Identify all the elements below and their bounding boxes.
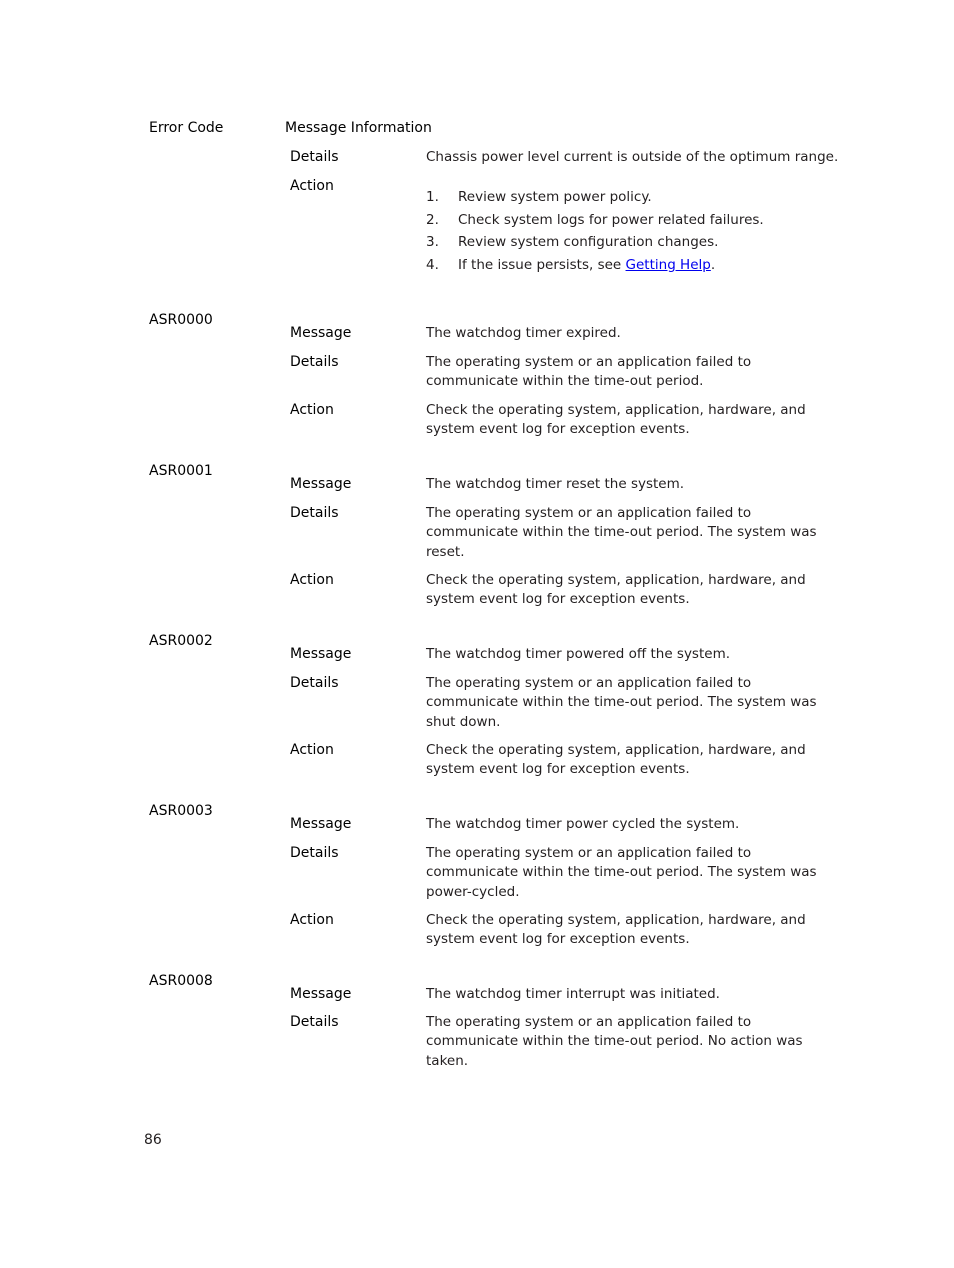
action-steps-list	[426, 188, 846, 279]
action-text: Check the operating system, application, hardware, and system event log for exception events.	[426, 742, 806, 778]
step-text: Check system logs for power related failures.	[458, 211, 764, 228]
step-text: Review system configuration changes.	[458, 234, 719, 251]
action-step	[426, 188, 846, 211]
step-number: 3.	[426, 234, 439, 251]
message-text: The watchdog timer reset the system.	[426, 476, 685, 492]
action-text: Check the operating system, application, hardware, and system event log for exception events.	[426, 912, 806, 948]
getting-help-link[interactable]: Getting Help	[625, 257, 711, 274]
step-text: Review system power policy.	[458, 189, 652, 205]
details-label: Details	[290, 149, 339, 165]
page-number: 86	[144, 1132, 162, 1148]
step-text	[458, 256, 715, 275]
error-code: ASR0002	[149, 633, 213, 649]
details-label: Details	[290, 845, 339, 861]
error-code: ASR0001	[149, 463, 213, 479]
details-label: Details	[290, 505, 339, 521]
details-label: Details	[290, 1014, 339, 1030]
message-label: Message	[290, 986, 352, 1002]
details-text: The operating system or an application failed to communicate within the time-out period. The system was reset.	[426, 505, 817, 560]
column-header-message-information: Message Information	[285, 120, 432, 136]
action-label: Action	[290, 912, 334, 928]
message-label: Message	[290, 325, 352, 341]
message-label: Message	[290, 816, 352, 832]
step-text-suffix: .	[710, 257, 716, 274]
column-header-error-code: Error Code	[149, 120, 224, 136]
details-text: The operating system or an application failed to communicate within the time-out period. The system was power-cycled.	[426, 845, 817, 900]
details-label: Details	[290, 675, 339, 691]
message-text: The watchdog timer powered off the system.	[426, 646, 731, 662]
details-text: Chassis power level current is outside of the optimum range.	[426, 149, 839, 165]
message-label: Message	[290, 646, 352, 662]
error-code: ASR0003	[149, 803, 213, 819]
message-text: The watchdog timer interrupt was initiated.	[426, 986, 720, 1002]
message-label: Message	[290, 476, 352, 492]
details-text: The operating system or an application failed to communicate within the time-out period. No action was taken.	[426, 1014, 803, 1069]
action-step	[426, 233, 846, 256]
message-text: The watchdog timer expired.	[426, 325, 621, 341]
error-code: ASR0000	[149, 312, 213, 328]
step-text-prefix: If the issue persists, see	[458, 257, 626, 274]
action-text: Check the operating system, application, hardware, and system event log for exception events.	[426, 572, 806, 608]
action-label: Action	[290, 572, 334, 588]
step-number: 2.	[426, 211, 439, 228]
action-text: Check the operating system, application, hardware, and system event log for exception events.	[426, 402, 806, 438]
details-text: The operating system or an application failed to communicate within the time-out period.	[426, 354, 752, 390]
action-step	[426, 211, 846, 234]
error-code: ASR0008	[149, 973, 213, 989]
message-text: The watchdog timer power cycled the system.	[426, 816, 740, 832]
action-label: Action	[290, 178, 334, 194]
step-number: 4.	[426, 257, 439, 274]
details-label: Details	[290, 354, 339, 370]
action-step	[426, 256, 846, 279]
step-number: 1.	[426, 189, 439, 205]
action-label: Action	[290, 402, 334, 418]
details-text: The operating system or an application failed to communicate within the time-out period. The system was shut down.	[426, 675, 817, 730]
action-label: Action	[290, 742, 334, 758]
